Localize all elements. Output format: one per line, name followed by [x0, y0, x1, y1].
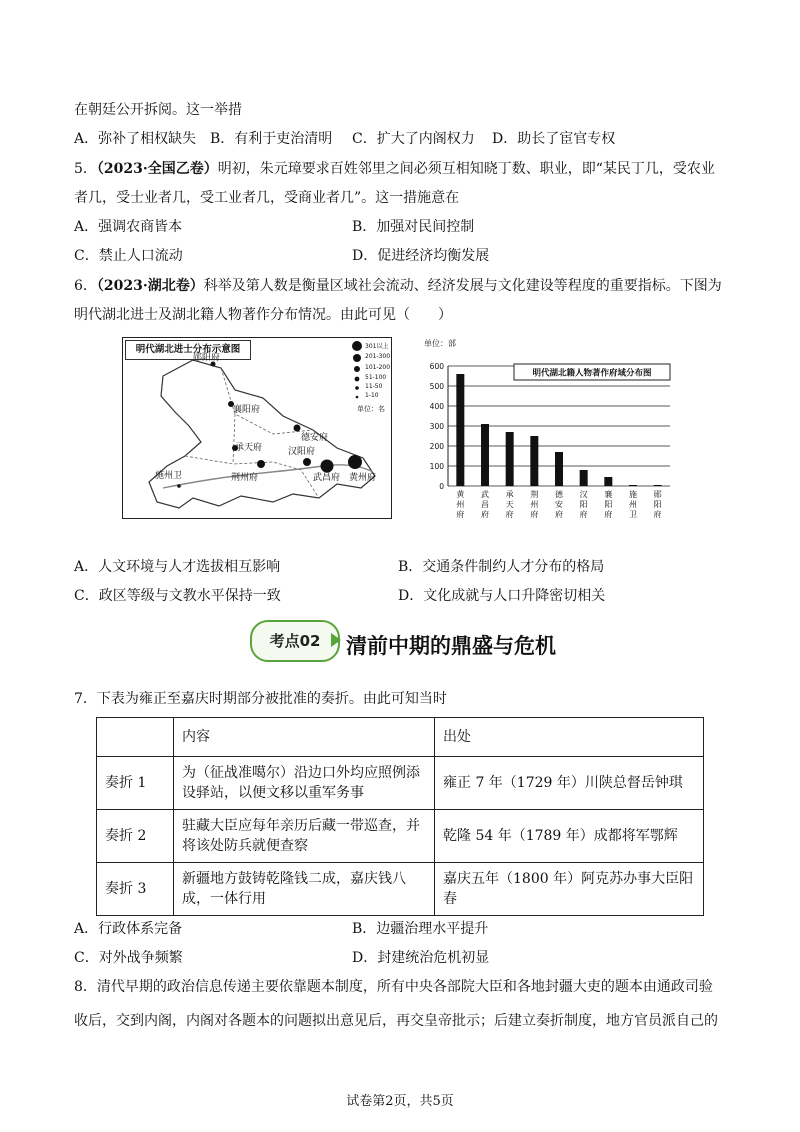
q5-option-d: D．促进经济均衡发展 — [352, 248, 490, 264]
x-tick-label: 承天府 — [505, 490, 514, 519]
place-label: 承天府 — [235, 443, 263, 453]
bar — [580, 470, 588, 486]
y-tick-label: 100 — [429, 462, 444, 471]
table-row — [97, 810, 704, 863]
place-label: 汉阳府 — [288, 447, 316, 457]
map-title: 明代湖北进士分布示意图 — [125, 340, 251, 360]
bar — [456, 374, 464, 486]
question-5-stem-line2: 者几，受士业者几，受工业者几，受商业者几”。这一措施意在 — [74, 190, 460, 206]
q4-option-a: A．弥补了相权缺失 — [74, 131, 197, 147]
question-5-stem — [74, 159, 715, 179]
hubei-jinshi-map — [122, 337, 392, 519]
legend-label: 51-100 — [365, 374, 387, 381]
place-label: 荆州府 — [231, 473, 259, 483]
y-tick-label: 600 — [429, 362, 444, 371]
question-number: 5． — [74, 161, 97, 177]
question-7-stem: 7．下表为雍正至嘉庆时期部分被批准的奏折。由此可知当时 — [74, 691, 447, 707]
bar — [555, 452, 563, 486]
x-tick-label: 德安府 — [555, 490, 563, 519]
q7-option-b: B．边疆治理水平提升 — [352, 921, 489, 937]
q7-option-a: A．行政体系完备 — [74, 921, 183, 937]
works-bar-chart — [418, 336, 680, 526]
q7-option-d: D．封建统治危机初显 — [352, 950, 490, 966]
table-header-cell: 出处 — [435, 718, 704, 757]
legend-label: 301以上 — [365, 343, 389, 350]
bar — [654, 485, 662, 486]
x-tick-label: 荆州府 — [530, 490, 539, 519]
table-cell: 奏折 2 — [97, 810, 174, 863]
legend-label: 201-300 — [365, 353, 391, 360]
bar — [530, 436, 538, 486]
table-cell: 新疆地方鼓铸乾隆钱二成，嘉庆钱八成，一体行用 — [174, 863, 435, 916]
place-label: 德安府 — [301, 433, 329, 443]
memorial-table — [96, 717, 704, 916]
q5-option-c: C．禁止人口流动 — [74, 248, 183, 264]
q4-option-c: C．扩大了内阁权力 — [352, 131, 475, 147]
q5-option-b: B．加强对民间控制 — [352, 219, 475, 235]
question-number: 6． — [74, 278, 97, 294]
question-text: 明初，朱元璋要求百姓邻里之间必须互相知晓丁数、职业，即“某民丁几，受农业 — [217, 161, 715, 177]
legend-unit: 单位：名 — [357, 405, 385, 413]
q6-option-a: A．人文环境与人才选拔相互影响 — [74, 559, 281, 575]
q4-option-b: B．有利于吏治清明 — [210, 131, 333, 147]
place-label: 郧阳府 — [193, 353, 221, 363]
map-point — [294, 425, 301, 432]
y-tick-label: 300 — [429, 422, 444, 431]
table-cell: 雍正 7 年（1729 年）川陕总督岳钟琪 — [435, 757, 704, 810]
table-cell: 乾隆 54 年（1789 年）成都将军鄂辉 — [435, 810, 704, 863]
table-header-cell: 内容 — [174, 718, 435, 757]
x-tick-label: 黄州府 — [456, 490, 465, 519]
x-tick-label: 汉阳府 — [579, 490, 588, 519]
map-point — [303, 458, 311, 466]
legend-label: 1-10 — [365, 392, 379, 399]
map-point — [348, 455, 362, 469]
q5-option-a: A．强调农商皆本 — [74, 219, 183, 235]
section-title: 清前中期的鼎盛与危机 — [346, 634, 556, 658]
bar — [506, 432, 514, 486]
legend-label: 11-50 — [365, 383, 383, 390]
question-8-stem: 8．清代早期的政治信息传递主要依靠题本制度，所有中央各部院大臣和各地封疆大吏的题本由通政司验 — [74, 979, 713, 995]
question-6-stem-line2: 明代湖北进士及湖北籍人物著作分布情况。由此可见（ ） — [74, 307, 452, 323]
q6-option-d: D．文化成就与人口升降密切相关 — [398, 588, 606, 604]
map-outline — [123, 338, 391, 518]
page-footer: 试卷第2页，共5页 — [346, 1094, 454, 1109]
x-tick-label: 武昌府 — [481, 490, 489, 519]
y-tick-label: 500 — [429, 382, 444, 391]
q7-option-c: C．对外战争频繁 — [74, 950, 183, 966]
q4-option-d: D．助长了宦官专权 — [492, 131, 616, 147]
question-source: （2023·湖北卷） — [96, 278, 204, 294]
place-label: 襄阳府 — [233, 405, 261, 415]
table-cell: 奏折 1 — [97, 757, 174, 810]
question-6-stem — [74, 276, 722, 296]
bar — [629, 485, 637, 486]
table-cell: 驻藏大臣应每年亲历后藏一带巡查，并将该处防兵就便查察 — [174, 810, 435, 863]
bar — [481, 424, 489, 486]
question-text: 科举及第人数是衡量区域社会流动、经济发展与文化建设等程度的重要指标。下图为 — [203, 278, 722, 294]
question-4-stem-end: 在朝廷公开拆阅。这一举措 — [74, 102, 242, 118]
place-label: 施州卫 — [155, 471, 183, 481]
q6-option-c: C．政区等级与文教水平保持一致 — [74, 588, 281, 604]
map-point — [257, 460, 265, 468]
table-row — [97, 757, 704, 810]
section-badge: 考点02 — [250, 620, 340, 662]
y-tick-label: 400 — [429, 402, 444, 411]
chart-title: 明代湖北籍人物著作府域分布图 — [532, 368, 652, 379]
place-label: 黄州府 — [349, 473, 377, 483]
place-label: 武昌府 — [313, 473, 341, 483]
y-tick-label: 0 — [439, 482, 444, 491]
table-header-cell — [97, 718, 174, 757]
x-tick-label: 郧阳府 — [653, 490, 662, 519]
table-header-row — [97, 718, 704, 757]
table-row — [97, 863, 704, 916]
table-cell: 奏折 3 — [97, 863, 174, 916]
chart-unit-label: 单位：部 — [424, 339, 456, 348]
x-tick-label: 襄阳府 — [604, 490, 613, 519]
x-tick-label: 施州卫 — [629, 490, 637, 519]
q6-option-b: B．交通条件制约人才分布的格局 — [398, 559, 605, 575]
y-tick-label: 200 — [429, 442, 444, 451]
map-point — [177, 484, 181, 488]
question-source: （2023·全国乙卷） — [96, 161, 218, 177]
table-cell: 嘉庆五年（1800 年）阿克苏办事大臣阳春 — [435, 863, 704, 916]
bar — [604, 477, 612, 486]
badge-arrow-icon — [331, 633, 341, 647]
question-8-stem-line2: 收后，交到内阁，内阁对各题本的问题拟出意见后，再交皇帝批示；后建立奏折制度，地方官员派自己的 — [74, 1013, 718, 1029]
legend-label: 101-200 — [365, 364, 391, 371]
table-cell: 为（征战准噶尔）沿边口外均应照例添设驿站，以便文移以重军务事 — [174, 757, 435, 810]
